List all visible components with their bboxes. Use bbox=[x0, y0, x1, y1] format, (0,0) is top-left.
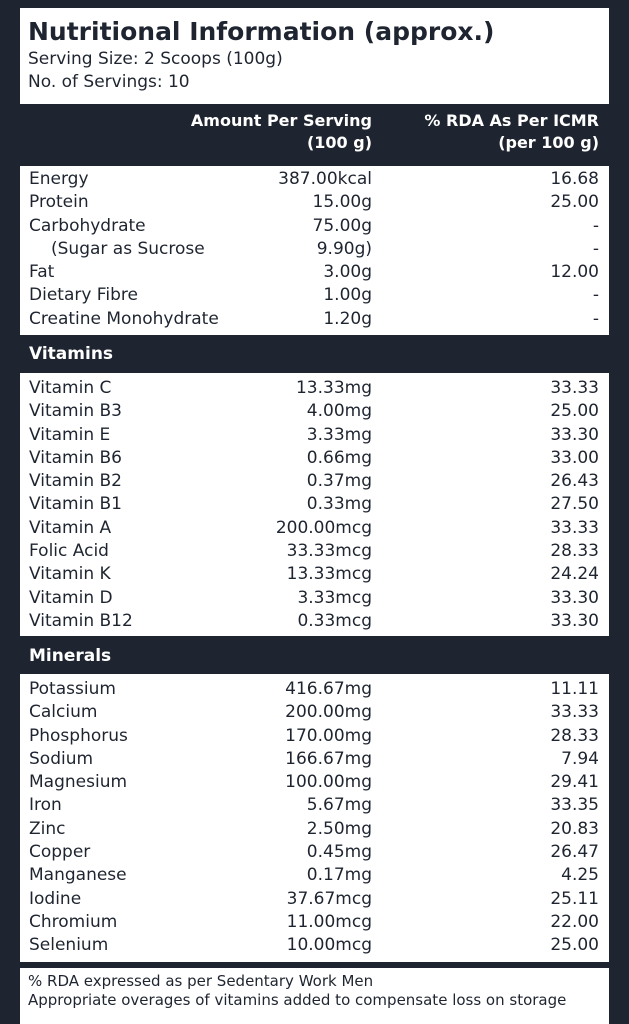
nutrient-name: (Sugar as Sucrose bbox=[51, 238, 205, 259]
nutrient-rda: 12.00 bbox=[550, 262, 599, 283]
nutrient-rda: 25.00 bbox=[550, 401, 599, 422]
nutrient-amount: 37.67mcg bbox=[286, 888, 372, 909]
nutrient-name: Copper bbox=[29, 842, 91, 863]
nutrient-name: Vitamin B6 bbox=[29, 447, 123, 468]
servings-count: No. of Servings: 10 bbox=[28, 72, 190, 92]
macro-row bbox=[20, 168, 609, 191]
nutrient-name: Potassium bbox=[29, 679, 116, 699]
mineral-row bbox=[20, 678, 609, 701]
amount-header-line2: (100 g) bbox=[306, 133, 372, 152]
nutrient-name: Sodium bbox=[29, 748, 94, 769]
nutrient-name: Dietary Fibre bbox=[29, 285, 138, 306]
nutrient-name: Phosphorus bbox=[29, 725, 128, 746]
nutrient-amount: 100.00mg bbox=[285, 772, 372, 793]
rda-column-header bbox=[424, 110, 599, 154]
vitamin-row bbox=[20, 563, 609, 586]
nutrient-rda: 25.00 bbox=[550, 935, 599, 956]
nutrient-name: Vitamin A bbox=[29, 517, 112, 538]
nutrient-rda: 24.24 bbox=[550, 564, 599, 585]
nutrient-amount: 2.50mg bbox=[306, 818, 372, 839]
mineral-row bbox=[20, 725, 609, 748]
mineral-row bbox=[20, 818, 609, 841]
mineral-row bbox=[20, 701, 609, 724]
nutrient-amount: 200.00mcg bbox=[275, 517, 372, 538]
macro-row bbox=[20, 238, 609, 261]
nutrient-name: Magnesium bbox=[29, 772, 128, 793]
nutrient-amount: 0.37mg bbox=[306, 471, 372, 492]
macro-row bbox=[20, 261, 609, 284]
nutrient-name: Vitamin B3 bbox=[29, 401, 123, 422]
footnote-line1: % RDA expressed as per Sedentary Work Men bbox=[28, 972, 374, 990]
nutrient-rda: 11.11 bbox=[550, 679, 599, 699]
rda-header-line1: % RDA As Per ICMR bbox=[424, 111, 599, 130]
nutrient-rda: 33.30 bbox=[550, 424, 599, 445]
macro-row bbox=[20, 308, 609, 331]
nutrient-rda: 33.33 bbox=[550, 517, 599, 538]
amount-header-line1: Amount Per Serving bbox=[190, 111, 372, 130]
nutrient-name: Protein bbox=[29, 192, 89, 213]
nutrient-name: Calcium bbox=[29, 702, 98, 723]
nutrient-name: Manganese bbox=[29, 865, 127, 886]
mineral-row bbox=[20, 771, 609, 794]
nutrient-rda: 33.33 bbox=[550, 378, 599, 398]
nutrient-rda: - bbox=[592, 285, 599, 306]
macronutrients-table bbox=[20, 166, 609, 335]
nutrient-name: Vitamin B12 bbox=[29, 610, 133, 631]
mineral-row bbox=[20, 794, 609, 817]
minerals-table bbox=[20, 674, 609, 962]
nutrient-name: Fat bbox=[29, 262, 55, 283]
mineral-row bbox=[20, 748, 609, 771]
nutrient-name: Energy bbox=[29, 169, 89, 189]
nutrient-name: Iron bbox=[29, 795, 62, 816]
nutrient-amount: 0.17mg bbox=[306, 865, 372, 886]
nutrient-amount: 170.00mg bbox=[285, 725, 372, 746]
serving-size: Serving Size: 2 Scoops (100g) bbox=[28, 49, 283, 69]
nutrient-name: Vitamin B2 bbox=[29, 471, 123, 492]
nutrient-rda: 29.41 bbox=[550, 772, 599, 793]
nutrient-rda: 33.00 bbox=[550, 447, 599, 468]
nutrient-rda: 25.11 bbox=[550, 888, 599, 909]
nutrient-name: Vitamin B1 bbox=[29, 494, 123, 515]
nutrient-rda: 33.30 bbox=[550, 610, 599, 631]
vitamin-row bbox=[20, 540, 609, 563]
vitamin-row bbox=[20, 493, 609, 516]
nutrient-rda: 16.68 bbox=[550, 169, 599, 189]
nutrient-amount: 75.00g bbox=[312, 215, 372, 236]
nutrient-amount: 416.67mg bbox=[285, 679, 372, 699]
nutrient-amount: 387.00kcal bbox=[278, 169, 372, 189]
nutrient-rda: 7.94 bbox=[561, 748, 599, 769]
nutrient-amount: 0.33mcg bbox=[297, 610, 372, 631]
rda-header-line2: (per 100 g) bbox=[498, 133, 599, 152]
nutrient-rda: 27.50 bbox=[550, 494, 599, 515]
nutrient-rda: 33.30 bbox=[550, 587, 599, 608]
vitamin-row bbox=[20, 424, 609, 447]
nutrient-rda: 28.33 bbox=[550, 541, 599, 562]
nutrient-amount: 3.00g bbox=[323, 262, 372, 283]
nutrient-name: Chromium bbox=[29, 911, 118, 932]
nutrient-rda: 26.43 bbox=[550, 471, 599, 492]
vitamin-row bbox=[20, 470, 609, 493]
nutrient-amount: 9.90g) bbox=[316, 238, 372, 259]
nutrient-name: Iodine bbox=[29, 888, 82, 909]
vitamins-table bbox=[20, 373, 609, 636]
nutrient-amount: 5.67mg bbox=[306, 795, 372, 816]
nutrient-amount: 0.66mg bbox=[306, 447, 372, 468]
nutrient-rda: 25.00 bbox=[550, 192, 599, 213]
vitamin-row bbox=[20, 610, 609, 633]
nutrient-name: Selenium bbox=[29, 935, 109, 956]
mineral-row bbox=[20, 841, 609, 864]
mineral-row bbox=[20, 888, 609, 911]
nutrient-amount: 4.00mg bbox=[306, 401, 372, 422]
page-title: Nutritional Information (approx.) bbox=[28, 17, 495, 46]
macro-row bbox=[20, 191, 609, 214]
nutrient-amount: 15.00g bbox=[312, 192, 372, 213]
nutrient-amount: 0.45mg bbox=[306, 842, 372, 863]
nutrient-amount: 11.00mcg bbox=[286, 911, 372, 932]
vitamin-row bbox=[20, 400, 609, 423]
nutrient-amount: 200.00mg bbox=[285, 702, 372, 723]
nutrient-amount: 3.33mcg bbox=[297, 587, 372, 608]
header-panel bbox=[20, 8, 609, 104]
nutrient-amount: 13.33mg bbox=[295, 378, 372, 398]
amount-column-header bbox=[191, 110, 372, 154]
vitamin-row bbox=[20, 517, 609, 540]
nutrient-rda: 26.47 bbox=[550, 842, 599, 863]
nutrient-rda: 33.33 bbox=[550, 702, 599, 723]
nutrient-amount: 13.33mcg bbox=[286, 564, 372, 585]
minerals-heading: Minerals bbox=[29, 646, 112, 666]
nutrient-amount: 3.33mg bbox=[306, 424, 372, 445]
nutrient-rda: 20.83 bbox=[550, 818, 599, 839]
macro-row bbox=[20, 284, 609, 307]
nutrient-amount: 10.00mcg bbox=[286, 935, 372, 956]
nutrient-amount: 0.33mg bbox=[306, 494, 372, 515]
nutrient-rda: 28.33 bbox=[550, 725, 599, 746]
nutrient-rda: - bbox=[592, 215, 599, 236]
vitamin-row bbox=[20, 587, 609, 610]
nutrient-name: Folic Acid bbox=[29, 541, 109, 562]
nutrient-name: Carbohydrate bbox=[29, 215, 146, 236]
vitamin-row bbox=[20, 447, 609, 470]
mineral-row bbox=[20, 934, 609, 957]
nutrient-rda: 4.25 bbox=[561, 865, 599, 886]
nutrient-amount: 166.67mg bbox=[285, 748, 372, 769]
nutrient-rda: - bbox=[592, 238, 599, 259]
vitamins-heading: Vitamins bbox=[29, 344, 114, 364]
nutrient-name: Vitamin C bbox=[29, 378, 112, 398]
footnote bbox=[20, 968, 609, 1024]
mineral-row bbox=[20, 864, 609, 887]
nutrient-amount: 1.20g bbox=[323, 308, 372, 329]
nutrient-amount: 1.00g bbox=[323, 285, 372, 306]
nutrient-rda: 22.00 bbox=[550, 911, 599, 932]
nutrient-amount: 33.33mcg bbox=[286, 541, 372, 562]
nutrient-name: Creatine Monohydrate bbox=[29, 308, 219, 329]
footnote-line2: Appropriate overages of vitamins added to compensate loss on storage bbox=[28, 991, 567, 1009]
mineral-row bbox=[20, 911, 609, 934]
nutrient-name: Zinc bbox=[29, 818, 66, 839]
vitamin-row bbox=[20, 377, 609, 400]
nutrient-name: Vitamin D bbox=[29, 587, 113, 608]
macro-row bbox=[20, 215, 609, 238]
nutrient-rda: 33.35 bbox=[550, 795, 599, 816]
nutrient-name: Vitamin K bbox=[29, 564, 111, 585]
nutrient-name: Vitamin E bbox=[29, 424, 111, 445]
nutrient-rda: - bbox=[592, 308, 599, 329]
